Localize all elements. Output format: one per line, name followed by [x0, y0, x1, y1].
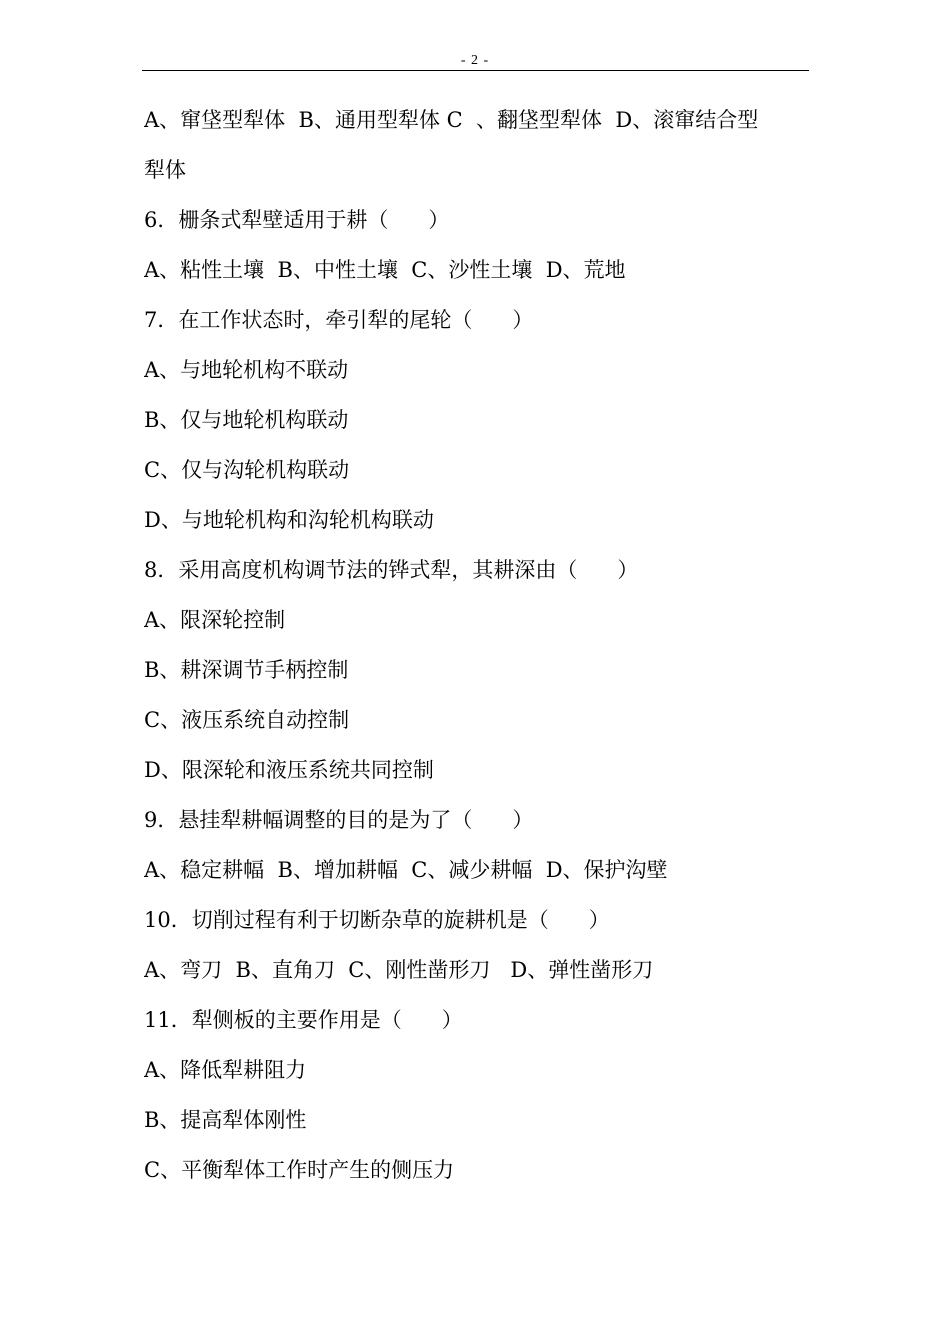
option-q7-c: C、仅与沟轮机构联动 [144, 458, 350, 482]
option-q7-b: B、仅与地轮机构联动 [144, 408, 349, 432]
option-q11-a: A、降低犁耕阻力 [144, 1058, 307, 1082]
question-6: 6．栅条式犁壁适用于耕（ ） [144, 208, 450, 232]
document-body [144, 95, 814, 1195]
question-8: 8．采用高度机构调节法的铧式犁，其耕深由（ ） [144, 558, 639, 582]
option-line-q10: A、弯刀 B、直角刀 C、刚性凿形刀 D、弹性凿形刀 [144, 958, 654, 982]
option-line-q5: A、窜垡型犁体 B、通用型犁体 C 、翻垡型犁体 D、滚窜结合型 [144, 108, 759, 132]
header-rule [142, 70, 809, 71]
option-q7-d: D、与地轮机构和沟轮机构联动 [144, 508, 434, 532]
question-7: 7．在工作状态时，牵引犁的尾轮（ ） [144, 308, 534, 332]
option-q11-c: C、平衡犁体工作时产生的侧压力 [144, 1158, 455, 1182]
option-line-q9: A、稳定耕幅 B、增加耕幅 C、减少耕幅 D、保护沟壁 [144, 858, 668, 882]
option-q8-b: B、耕深调节手柄控制 [144, 658, 349, 682]
page-number: - 2 - [460, 53, 490, 68]
option-q8-a: A、限深轮控制 [144, 608, 286, 632]
option-q8-d: D、限深轮和液压系统共同控制 [144, 758, 434, 782]
option-q11-b: B、提高犁体刚性 [144, 1108, 307, 1132]
option-q8-c: C、液压系统自动控制 [144, 708, 350, 732]
option-line-q6: A、粘性土壤 B、中性土壤 C、沙性土壤 D、荒地 [144, 258, 626, 282]
question-11: 11．犁侧板的主要作用是（ ） [144, 1008, 463, 1032]
option-q7-a: A、与地轮机构不联动 [144, 358, 349, 382]
option-line-q5-wrap: 犁体 [144, 158, 186, 182]
question-10: 10．切削过程有利于切断杂草的旋耕机是（ ） [144, 908, 610, 932]
question-9: 9．悬挂犁耕幅调整的目的是为了（ ） [144, 808, 534, 832]
